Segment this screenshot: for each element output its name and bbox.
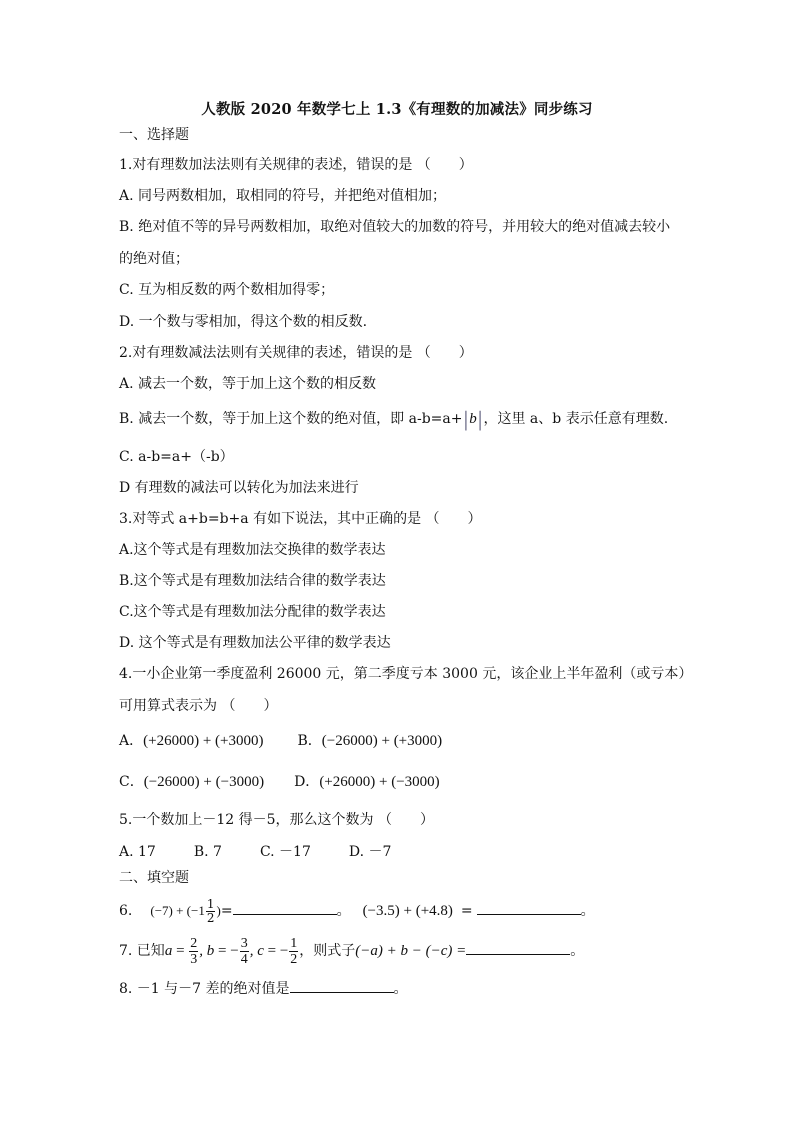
q2-option-b-post: ，这里 a、b 表示任意有理数.	[483, 411, 669, 427]
q5-option-a: A. 17	[119, 844, 156, 860]
q5-options	[119, 843, 391, 861]
q7-a-eq: =	[172, 943, 189, 959]
q7-b-eq: = −	[214, 943, 239, 959]
section-fill-heading: 二、填空题	[119, 870, 189, 886]
q2-option-b	[119, 407, 669, 431]
q7-a-num: 2	[190, 935, 198, 951]
q7-c-eq: = −	[263, 943, 289, 959]
q7-a-den: 3	[190, 951, 198, 967]
q1-option-b-line1: B. 绝对值不等的异号两数相加，取绝对值较大的加数的符号，并用较大的绝对值减去较小	[119, 219, 671, 235]
q3-option-b: B.这个等式是有理数加法结合律的数学表达	[119, 573, 386, 589]
q8-answer-blank[interactable]	[290, 978, 394, 993]
q4-stem-line1: 4.一小企业第一季度盈利 26000 元，第二季度亏本 3000 元，该企业上半年盈利（或亏本）	[119, 666, 693, 682]
q6-separator: 。	[336, 903, 351, 919]
q6-number: 6.	[119, 903, 133, 919]
q7-a-var: a	[164, 943, 173, 959]
q7-c-num: 1	[290, 935, 298, 951]
q4-option-c-expr: (−26000) + (−3000)	[143, 774, 265, 790]
q1-stem: 1.对有理数加法法则有关规律的表述，错误的是 （ ）	[119, 157, 473, 173]
q7-a-fraction	[189, 936, 198, 967]
q7-line	[119, 934, 584, 968]
q4-options-row2	[119, 773, 440, 791]
q4-stem-line2: 可用算式表示为 （ ）	[119, 698, 278, 714]
q4-option-d-label: D．	[294, 774, 320, 790]
q6-end: 。	[580, 903, 595, 919]
q7-answer-blank[interactable]	[466, 940, 570, 955]
q7-c-fraction	[289, 936, 298, 967]
q7-end: 。	[570, 943, 585, 959]
q4-option-b-expr: (−26000) + (+3000)	[321, 733, 443, 749]
abs-bar-right: |	[476, 407, 484, 431]
q1-option-a: A. 同号两数相加，取相同的符号，并把绝对值相加；	[119, 188, 447, 204]
q6-fraction	[206, 898, 216, 925]
q2-option-b-pre: B. 减去一个数，等于加上这个数的绝对值，即 a-b=a+	[119, 411, 463, 427]
q2-stem: 2.对有理数减法法则有关规律的表述，错误的是 （ ）	[119, 345, 473, 361]
q2-option-a: A. 减去一个数，等于加上这个数的相反数	[119, 376, 377, 392]
q6-line	[119, 896, 595, 926]
q6-expr1-pre: (−7) + (−1	[150, 903, 205, 918]
q1-option-d: D. 一个数与零相加，得这个数的相反数.	[119, 314, 368, 330]
q3-option-d: D. 这个等式是有理数加法公平律的数学表达	[119, 635, 391, 651]
q8-text: 8. －1 与－7 差的绝对值是	[119, 981, 290, 997]
q2-option-c: C. a-b=a+（-b）	[119, 449, 234, 465]
q7-b-num: 3	[240, 935, 248, 951]
q6-equals-1: =	[220, 903, 233, 919]
q3-option-c: C.这个等式是有理数加法分配律的数学表达	[119, 604, 386, 620]
section-choice-heading: 一、选择题	[119, 127, 189, 143]
q7-c-var: , c	[249, 943, 264, 959]
q4-option-d-expr: (+26000) + (−3000)	[319, 774, 440, 790]
abs-bar-left: |	[462, 407, 470, 431]
q3-option-a: A.这个等式是有理数加法交换律的数学表达	[119, 542, 386, 558]
q7-b-fraction	[240, 936, 249, 967]
q7-b-den: 4	[240, 951, 248, 967]
q2-abs-variable: b	[469, 411, 477, 427]
q4-option-c-label: C．	[119, 774, 144, 790]
q1-option-b-line2: 的绝对值；	[119, 251, 189, 267]
q2-option-d: D 有理数的减法可以转化为加法来进行	[119, 480, 359, 496]
q5-option-c: C. －17	[259, 844, 311, 860]
q7-expression: (−a) + b − (−c) =	[355, 943, 467, 959]
q8-end: 。	[393, 981, 408, 997]
q4-option-a-expr: (+26000) + (+3000)	[143, 733, 264, 749]
q3-stem: 3.对等式 a+b=b+a 有如下说法，其中正确的是 （ ）	[119, 511, 482, 527]
q7-pre: 7. 已知	[119, 943, 165, 959]
q6-frac-den: 2	[206, 910, 215, 925]
q6-answer-blank-2[interactable]	[477, 900, 581, 915]
page-title: 人教版 2020 年数学七上 1.3《有理数的加减法》同步练习	[201, 101, 593, 118]
q6-expr2: (−3.5) + (+4.8)	[362, 903, 453, 919]
q7-mid: ，则式子	[299, 943, 356, 959]
q7-b-var: , b	[199, 943, 215, 959]
q4-option-a-label: A．	[119, 733, 144, 749]
q6-expr1-post: )	[216, 903, 221, 918]
q6-answer-blank-1[interactable]	[233, 900, 337, 915]
q6-equals-2: =	[460, 903, 473, 919]
q5-stem: 5.一个数加上－12 得－5，那么这个数为 （ ）	[119, 812, 434, 828]
q5-option-b: B. 7	[193, 844, 222, 860]
q6-frac-num: 1	[206, 896, 215, 911]
q8-line	[119, 978, 408, 998]
q7-c-den: 2	[290, 951, 298, 967]
q4-options-row1	[119, 732, 442, 750]
q5-option-d: D. －7	[348, 844, 392, 860]
q1-option-c: C. 互为相反数的两个数相加得零；	[119, 282, 335, 298]
q4-option-b-label: B．	[297, 733, 322, 749]
